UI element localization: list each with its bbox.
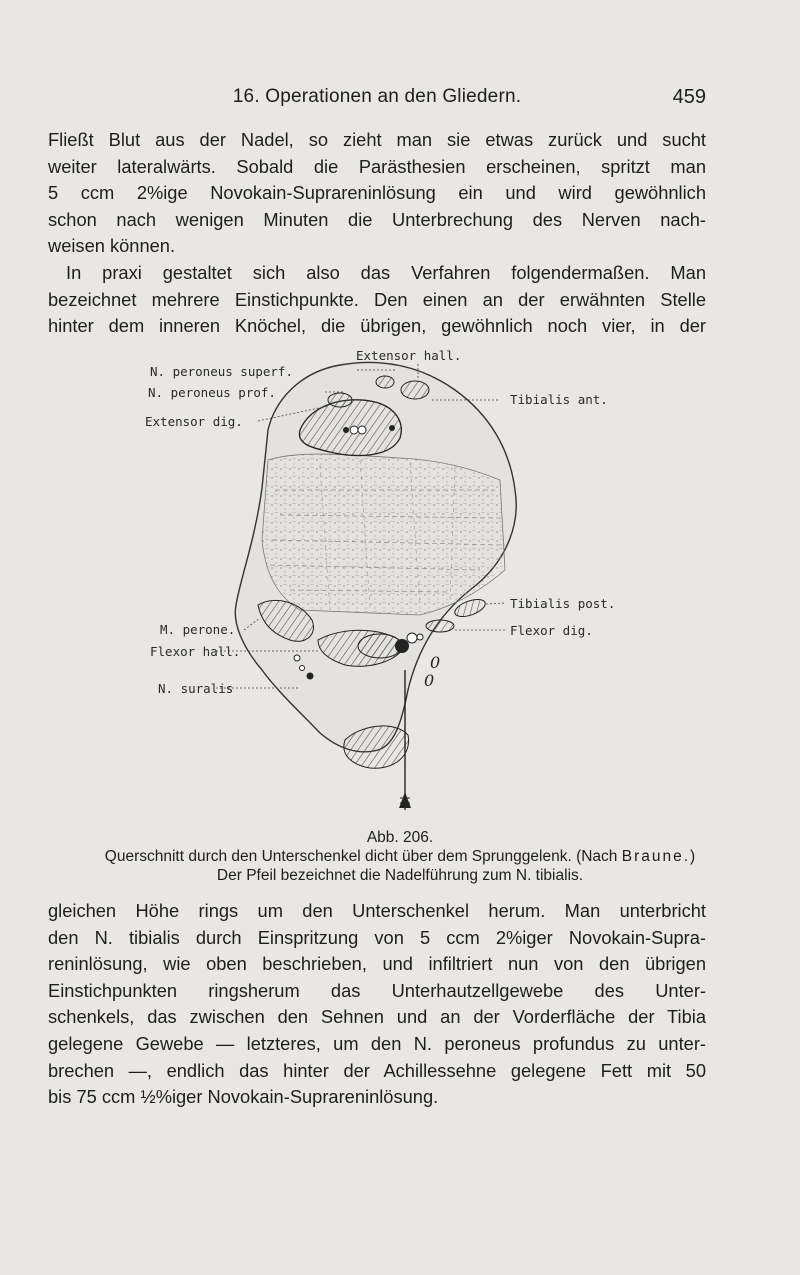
label-flexor-dig: Flexor dig. [510, 623, 593, 638]
caption-author: Braune. [621, 848, 691, 865]
text-line: gelegene Gewebe — letzteres, um den N. peroneus profundus zu unter- [48, 1032, 706, 1054]
tendon-extensor-dig [328, 393, 352, 407]
text-line: weisen können. [48, 235, 176, 257]
text-line: bis 75 ccm ½%iger Novokain-Suprareninlösung. [48, 1086, 439, 1108]
caption-line-2: Der Pfeil bezeichnet die Nadelführung zum N. tibialis. [216, 867, 584, 884]
page-number: 459 [672, 86, 706, 108]
tendon-flexor-dig [426, 620, 454, 632]
label-n-peroneus-prof: N. peroneus prof. [148, 385, 276, 400]
label-tibialis-ant: Tibialis ant. [510, 392, 608, 407]
figure-number: Abb. 206. [366, 829, 434, 846]
tendon-tibialis-ant [401, 381, 429, 399]
text-line: Fließt Blut aus der Nadel, so zieht man sie etwas zurück und sucht [48, 129, 706, 150]
text-line: gleichen Höhe rings um den Unterschenkel herum. Man unterbricht [48, 900, 706, 921]
caption-text: Querschnitt durch den Unterschenkel dicht über dem Sprunggelenk. (Nach [104, 848, 618, 865]
caption-line-1 [48, 847, 752, 866]
text-line: reninlösung, wie oben beschrieben, und infiltriert nun von den übrigen [48, 953, 706, 975]
svg-text:0: 0 [430, 653, 441, 672]
page-header [48, 86, 706, 112]
label-tibialis-post: Tibialis post. [510, 596, 616, 611]
caption-paren: ) [690, 848, 696, 865]
svg-text:0: 0 [424, 671, 435, 690]
text-line: Einstichpunkten ringsherum das Unterhautzellgewebe des Unter- [48, 979, 706, 1001]
text-line: hinter dem inneren Knöchel, die übrigen, gewöhnlich noch vier, in der [48, 315, 706, 337]
label-n-peroneus-superf: N. peroneus superf. [150, 364, 293, 379]
label-flexor-hall: Flexor hall. [150, 644, 241, 659]
text-line: 5 ccm 2%ige Novokain-Suprareninlösung ein und wird gewöhnlich [48, 182, 706, 204]
text-line: bezeichnet mehrere Einstichpunkte. Den einen an der erwähnten Stelle [48, 288, 706, 310]
text-line: brechen —, endlich das hinter der Achillessehne gelegene Fett mit 50 [48, 1059, 706, 1081]
paragraph-top [48, 127, 706, 340]
text-line: In praxi gestaltet sich also das Verfahren folgendermaßen. Man [66, 261, 706, 283]
tendon-extensor-hall [376, 376, 394, 388]
text-line: schenkels, das zwischen den Sehnen und an der Vorderfläche der Tibia [48, 1006, 706, 1028]
needle-arrow-head [399, 792, 411, 808]
label-extensor-dig: Extensor dig. [145, 414, 243, 429]
label-m-peronei: M. perone. [160, 622, 236, 637]
text-line: schon nach wenigen Minuten die Unterbrechung des Nerven nach- [48, 208, 706, 230]
cross-section-drawing [0, 340, 800, 810]
label-n-suralis: N. suralis [158, 681, 234, 696]
running-title: 16. Operationen an den Gliedern. [232, 86, 522, 107]
label-extensor-hall: Extensor hall. [356, 348, 462, 363]
text-line: weiter lateralwärts. Sobald die Parästhesien erscheinen, spritzt man [48, 155, 706, 177]
paragraph-bottom [48, 898, 706, 1111]
figure-cross-section [0, 340, 800, 810]
text-line: den N. tibialis durch Einspritzung von 5 ccm 2%iger Novokain-Supra- [48, 926, 706, 948]
